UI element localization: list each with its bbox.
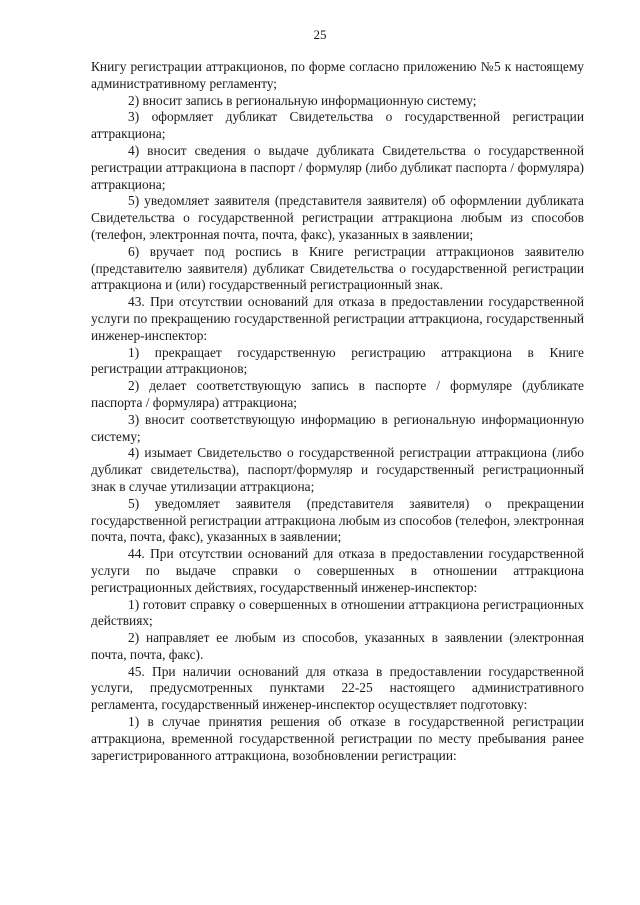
paragraph: 1) готовит справку о совершенных в отношении аттракциона регистрационных действиях; bbox=[91, 596, 584, 629]
paragraph: 5) уведомляет заявителя (представителя заявителя) о прекращении государственной регистрации аттракциона любым из способов (телефон, электронная почта, почта, факс), указанных в заявлении; bbox=[91, 495, 584, 545]
paragraph: 43. При отсутствии оснований для отказа в предоставлении государственной услуги по прекращению государственной регистрации аттракциона, государственный инженер-инспектор: bbox=[91, 294, 584, 343]
paragraph: 2) направляет ее любым из способов, указанных в заявлении (электронная почта, почта, факс). bbox=[91, 630, 584, 662]
paragraph: 2) делает соответствующую запись в паспорте / формуляре (дубликате паспорта / формуляра) аттракциона; bbox=[91, 378, 584, 410]
paragraph: 44. При отсутствии оснований для отказа в предоставлении государственной услуги по выдаче справки о совершенных в отношении аттракциона регистрационных действиях, государственный инженер-инспектор: bbox=[91, 546, 584, 595]
paragraph: 2) вносит запись в региональную информационную систему; bbox=[128, 92, 477, 108]
paragraph: 3) оформляет дубликат Свидетельства о государственной регистрации аттракциона; bbox=[91, 109, 584, 142]
paragraph: 5) уведомляет заявителя (представителя заявителя) об оформлении дубликата Свидетельства о государственной регистрации аттракциона любым из способов (телефон, электронная почта, почта, факс), указанных в заявлении; bbox=[91, 193, 584, 242]
paragraph: 3) вносит соответствующую информацию в региональную информационную систему; bbox=[91, 411, 584, 444]
paragraph: 4) изымает Свидетельство о государственной регистрации аттракциона (либо дубликат свидетельства), паспорт/формуляр и государственный регистрационный знак в случае утилизации аттракциона; bbox=[91, 445, 584, 494]
paragraph: 6) вручает под роспись в Книге регистрации аттракционов заявителю (представителю заявителя) дубликат Свидетельства о государственной регистрации аттракциона и (или) государственный регистрационный знак. bbox=[91, 243, 584, 293]
paragraph: 4) вносит сведения о выдаче дубликата Свидетельства о государственной регистрации аттракциона в паспорт / формуляр (либо дубликат паспорта / формуляра) аттракциона; bbox=[91, 142, 584, 192]
paragraph: 1) прекращает государственную регистрацию аттракциона в Книге регистрации аттракционов; bbox=[91, 344, 584, 377]
page-number: 25 bbox=[313, 27, 327, 42]
paragraph: 45. При наличии оснований для отказа в предоставлении государственной услуги, предусмотренных пунктами 22-25 настоящего административного регламента, государственный инженер-инспектор осуществляет подготовку: bbox=[91, 663, 584, 713]
paragraph: 1) в случае принятия решения об отказе в государственной регистрации аттракциона, временной государственной регистрации по месту пребывания ранее зарегистрированного аттракциона, возобновлении регистрации: bbox=[91, 714, 584, 763]
paragraph: Книгу регистрации аттракционов, по форме согласно приложению №5 к настоящему административному регламенту; bbox=[91, 59, 584, 91]
body-text bbox=[91, 59, 584, 764]
